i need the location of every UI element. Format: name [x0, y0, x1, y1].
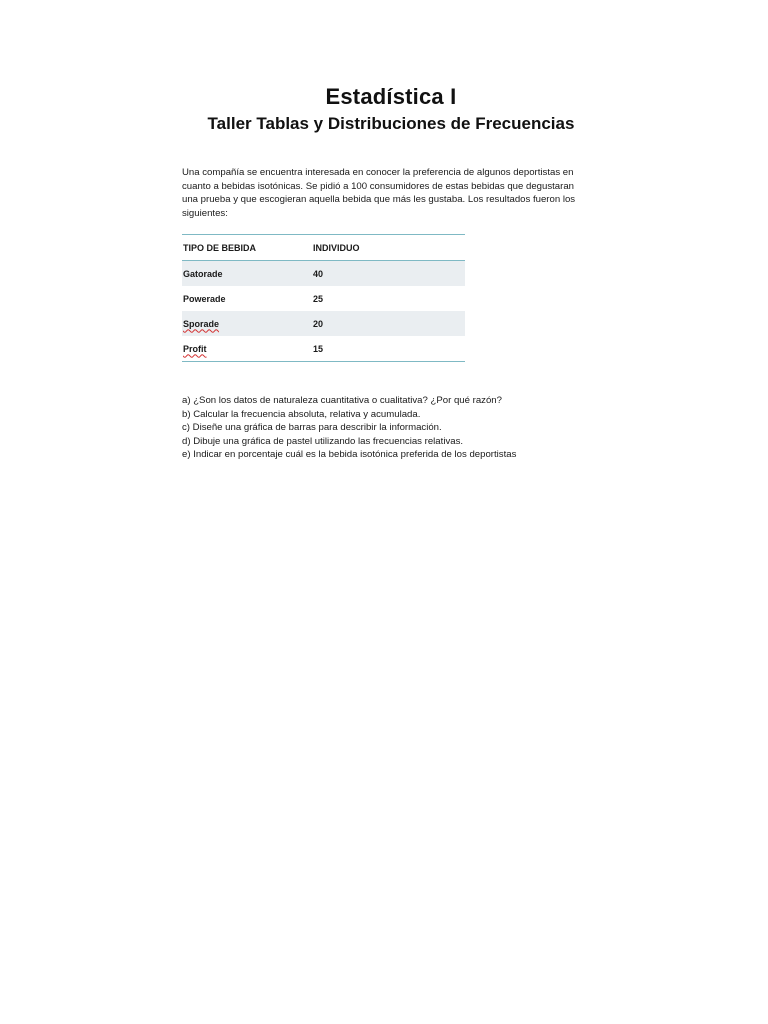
- drink-name-cell: [182, 344, 313, 354]
- table-row: [182, 336, 465, 361]
- drink-name: Gatorade: [183, 268, 223, 279]
- drink-count: 20: [313, 318, 324, 329]
- intro-line: cuanto a bebidas isotónicas. Se pidió a 100 consumidores de estas bebidas que degustaran: [182, 180, 575, 192]
- intro-line: siguientes:: [182, 207, 228, 219]
- drinks-table: [182, 234, 465, 362]
- question-item: b) Calcular la frecuencia absoluta, relativa y acumulada.: [182, 408, 421, 420]
- intro-line: una prueba y que escogieran aquella bebida que más les gustaba. Los resultados fueron los: [182, 194, 576, 205]
- drink-name-cell: [182, 319, 313, 329]
- drink-name: Powerade: [183, 293, 226, 304]
- question-item: d) Dibuje una gráfica de pastel utilizando las frecuencias relativas.: [182, 435, 464, 447]
- document-subtitle: Taller Tablas y Distribuciones de Frecuencias: [207, 114, 575, 133]
- table-header-row: [182, 235, 465, 261]
- drink-count: 25: [313, 293, 324, 304]
- drink-name: Profit: [183, 343, 207, 354]
- table-row: [182, 261, 465, 286]
- header-drink-type: TIPO DE BEBIDA: [183, 242, 257, 253]
- drink-name: Sporade: [183, 318, 220, 329]
- intro-line: Una compañía se encuentra interesada en conocer la preferencia de algunos deportistas en: [182, 167, 574, 178]
- drink-count: 40: [313, 268, 324, 279]
- intro-paragraph: [182, 166, 612, 220]
- table-row: [182, 311, 465, 336]
- question-item: c) Diseñe una gráfica de barras para describir la información.: [182, 422, 442, 433]
- drink-count: 15: [313, 343, 324, 354]
- table-row: [182, 286, 465, 311]
- document-title: Estadística I: [325, 84, 457, 109]
- question-item: e) Indicar en porcentaje cuál es la bebida isotónica preferida de los deportistas: [182, 449, 517, 460]
- header-individuals: INDIVIDUO: [313, 242, 360, 253]
- questions-list: [182, 394, 602, 462]
- question-item: a) ¿Son los datos de naturaleza cuantitativa o cualitativa? ¿Por qué razón?: [182, 395, 502, 406]
